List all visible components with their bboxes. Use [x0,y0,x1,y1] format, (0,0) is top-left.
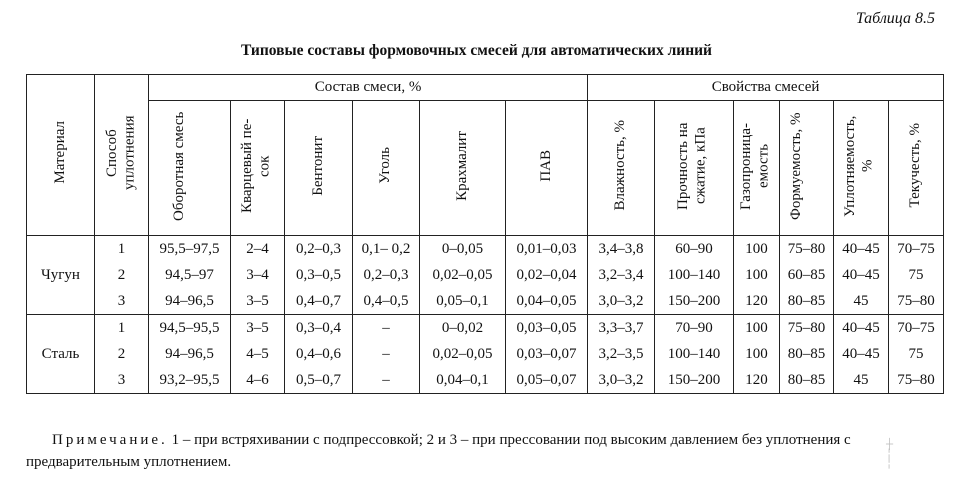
scan-mark: ┼ ╎ ╎ [886,439,894,470]
value-cell: 45 [834,288,889,315]
column-header: Газопроница-емость [734,101,780,236]
value-cell: 70–75 [889,315,944,342]
value-cell: 75–80 [780,315,834,342]
method-cell: 3 [95,367,149,394]
value-cell: 0,05–0,07 [506,367,588,394]
value-cell: 0,2–0,3 [353,262,420,288]
header-material: Материал [27,75,95,236]
column-header: Формуемость, % [780,101,834,236]
column-header: Уголь [353,101,420,236]
value-cell: 75–80 [889,288,944,315]
column-header: Кварцевый пе-сок [231,101,285,236]
value-cell: 100 [734,262,780,288]
column-header: ПАВ [506,101,588,236]
material-cell: Сталь [27,315,95,394]
table-caption: Типовые составы формовочных смесей для автоматических линий [240,42,712,59]
value-cell: 0,4–0,5 [353,288,420,315]
value-cell: 70–90 [655,315,734,342]
value-cell: 0,04–0,05 [506,288,588,315]
value-cell: 40–45 [834,262,889,288]
value-cell: 0,3–0,5 [285,262,353,288]
value-cell: 4–5 [231,341,285,367]
note-label: Примечание. [52,432,168,448]
table-row [27,236,944,263]
value-cell: 0,2–0,3 [285,236,353,263]
value-cell: 100 [734,341,780,367]
value-cell: 94,5–95,5 [149,315,231,342]
value-cell: 100–140 [655,262,734,288]
header-composition-group: Состав смеси, % [149,75,588,101]
value-cell: 70–75 [889,236,944,263]
column-header: Прочность на сжатие, кПа [655,101,734,236]
table-number: Таблица 8.5 [855,10,935,27]
column-header: Бентонит [285,101,353,236]
value-cell: 80–85 [780,288,834,315]
value-cell: 0–0,02 [420,315,506,342]
value-cell: 0,02–0,04 [506,262,588,288]
value-cell: 3,2–3,4 [588,262,655,288]
value-cell: 0,4–0,6 [285,341,353,367]
value-cell: 0,02–0,05 [420,341,506,367]
value-cell: 80–85 [780,341,834,367]
method-cell: 2 [95,341,149,367]
value-cell: 75 [889,262,944,288]
value-cell: 94,5–97 [149,262,231,288]
material-cell: Чугун [27,236,95,315]
value-cell: 100 [734,236,780,263]
table-row [27,367,944,394]
value-cell: 45 [834,367,889,394]
value-cell: 120 [734,367,780,394]
value-cell: 100–140 [655,341,734,367]
note-text: 1 – при встряхивании с подпрессовкой; 2 и 3 – при прессовании под высоким давлением без уплотнения с предварительным уплотнением. [26,432,851,470]
value-cell: 0,03–0,05 [506,315,588,342]
column-header: Влажность, % [588,101,655,236]
value-cell: 4–6 [231,367,285,394]
value-cell: 100 [734,315,780,342]
value-cell: 80–85 [780,367,834,394]
header-method: Способ уплотнения [95,75,149,236]
value-cell: 3,2–3,5 [588,341,655,367]
table-row [27,315,944,342]
value-cell: 150–200 [655,288,734,315]
table-note [26,429,938,473]
value-cell: 120 [734,288,780,315]
value-cell: – [353,367,420,394]
value-cell: 0,05–0,1 [420,288,506,315]
value-cell: 0–0,05 [420,236,506,263]
method-cell: 1 [95,315,149,342]
value-cell: – [353,315,420,342]
value-cell: 3–5 [231,288,285,315]
value-cell: 40–45 [834,341,889,367]
value-cell: 3,4–3,8 [588,236,655,263]
method-cell: 1 [95,236,149,263]
header-properties-group: Свойства смесей [588,75,944,101]
value-cell: 3,0–3,2 [588,367,655,394]
value-cell: 0,01–0,03 [506,236,588,263]
table-row [27,341,944,367]
value-cell: 150–200 [655,367,734,394]
value-cell: – [353,341,420,367]
table-row [27,262,944,288]
value-cell: 0,4–0,7 [285,288,353,315]
value-cell: 60–85 [780,262,834,288]
column-header: Крахмалит [420,101,506,236]
value-cell: 40–45 [834,315,889,342]
value-cell: 94–96,5 [149,288,231,315]
column-header: Текучесть, % [889,101,944,236]
column-header: Оборотная смесь [149,101,231,236]
value-cell: 0,3–0,4 [285,315,353,342]
value-cell: 0,04–0,1 [420,367,506,394]
value-cell: 75–80 [889,367,944,394]
table-row [27,288,944,315]
value-cell: 3,3–3,7 [588,315,655,342]
value-cell: 0,5–0,7 [285,367,353,394]
method-cell: 3 [95,288,149,315]
value-cell: 3,0–3,2 [588,288,655,315]
value-cell: 75 [889,341,944,367]
value-cell: 3–5 [231,315,285,342]
value-cell: 95,5–97,5 [149,236,231,263]
composition-table [26,74,944,394]
column-header: Уплотняемость, % [834,101,889,236]
value-cell: 0,03–0,07 [506,341,588,367]
value-cell: 3–4 [231,262,285,288]
value-cell: 0,02–0,05 [420,262,506,288]
value-cell: 0,1– 0,2 [353,236,420,263]
value-cell: 60–90 [655,236,734,263]
value-cell: 2–4 [231,236,285,263]
method-cell: 2 [95,262,149,288]
value-cell: 75–80 [780,236,834,263]
value-cell: 40–45 [834,236,889,263]
value-cell: 94–96,5 [149,341,231,367]
value-cell: 93,2–95,5 [149,367,231,394]
